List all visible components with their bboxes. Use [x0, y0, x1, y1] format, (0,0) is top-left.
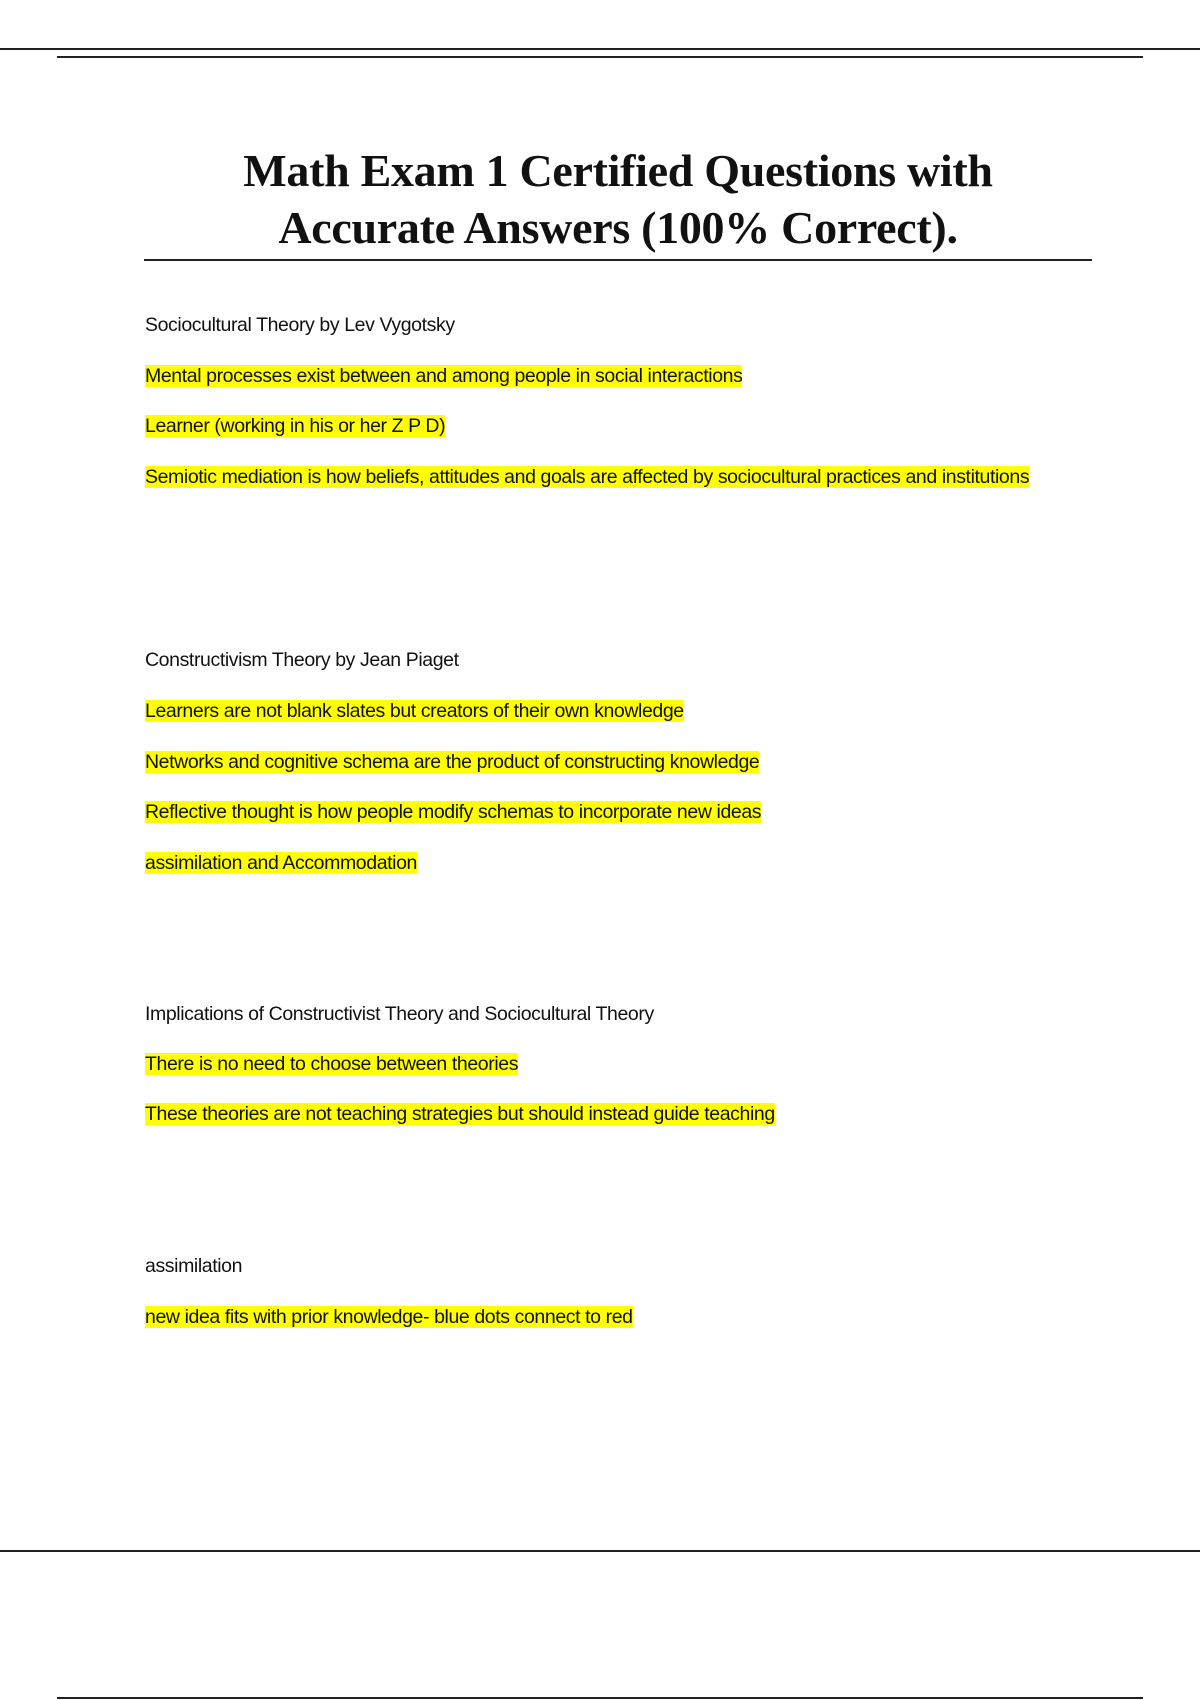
- top-border-rule: [0, 48, 1200, 50]
- title-line-1: Math Exam 1 Certified Questions with: [243, 145, 993, 196]
- title-underline: [144, 259, 1092, 261]
- answer-highlight: Semiotic mediation is how beliefs, attitudes and goals are affected by sociocultural practices and institutions: [145, 466, 1030, 488]
- answer-highlight: assimilation and Accommodation: [145, 852, 417, 874]
- page-title: [144, 142, 1092, 256]
- section-heading: Implications of Constructivist Theory and Sociocultural Theory: [145, 1003, 654, 1025]
- answer-highlight: Reflective thought is how people modify schemas to incorporate new ideas: [145, 801, 762, 823]
- answer-highlight: Learner (working in his or her Z P D): [145, 415, 446, 437]
- answer-highlight: There is no need to choose between theories: [145, 1053, 519, 1075]
- header-rule: [57, 56, 1143, 58]
- answer-highlight: Learners are not blank slates but creators of their own knowledge: [145, 700, 684, 722]
- answer-highlight: Networks and cognitive schema are the product of constructing knowledge: [145, 751, 760, 773]
- section-heading: assimilation: [145, 1255, 243, 1277]
- page-break-rule: [0, 1550, 1200, 1552]
- section-heading: Constructivism Theory by Jean Piaget: [145, 649, 459, 671]
- answer-highlight: These theories are not teaching strategies but should instead guide teaching: [145, 1103, 775, 1125]
- title-line-2: Accurate Answers (100% Correct).: [278, 202, 958, 253]
- next-page-header-rule: [57, 1697, 1143, 1699]
- answer-highlight: new idea fits with prior knowledge- blue dots connect to red: [145, 1306, 633, 1328]
- answer-highlight: Mental processes exist between and among people in social interactions: [145, 365, 743, 387]
- section-heading: Sociocultural Theory by Lev Vygotsky: [145, 314, 455, 336]
